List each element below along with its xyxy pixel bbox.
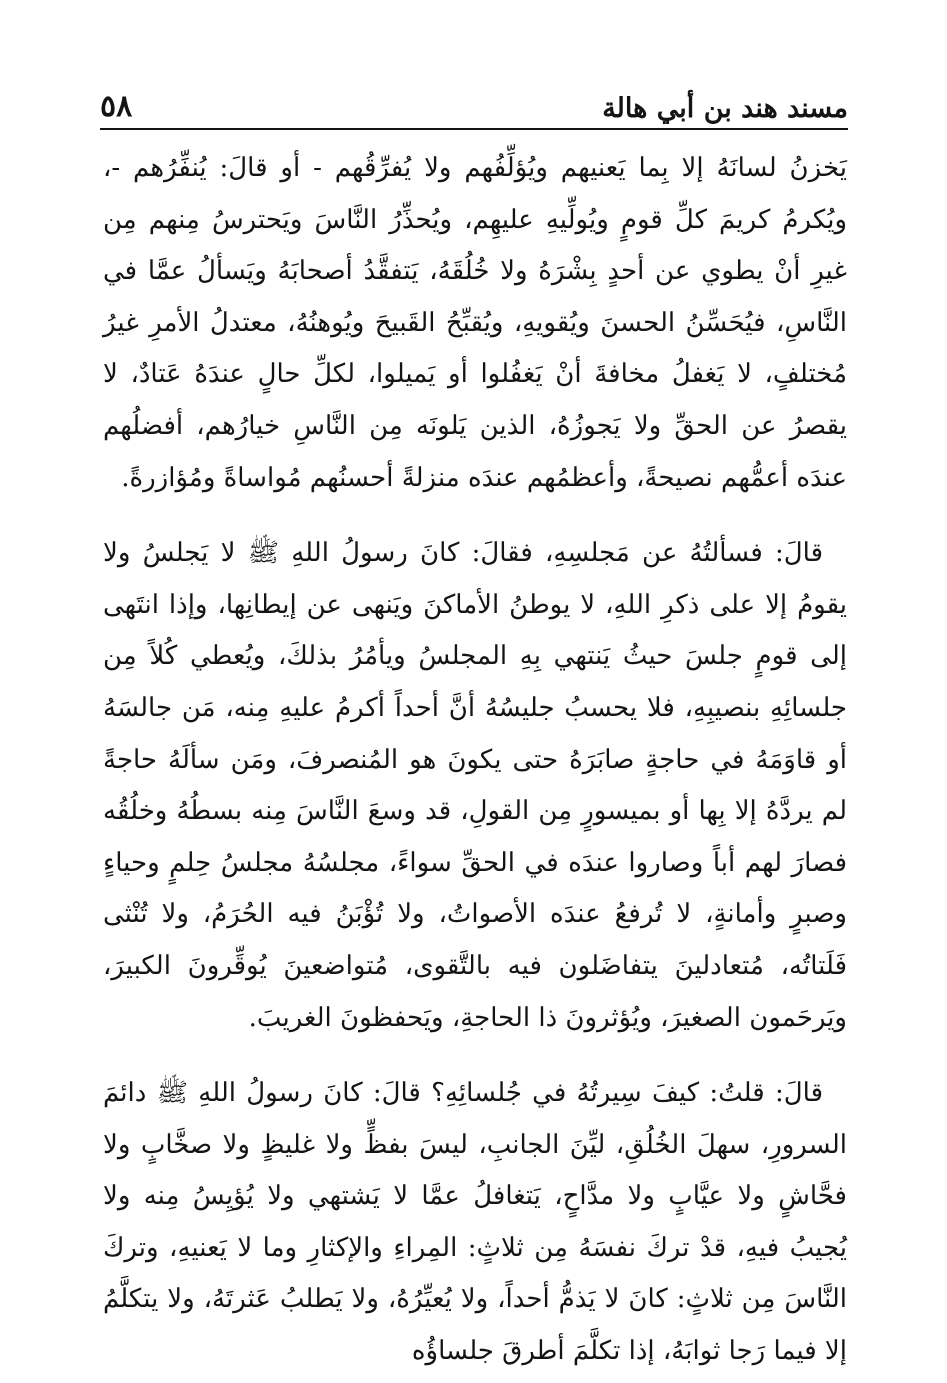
page-number: ٥٨ — [100, 89, 133, 124]
running-title: مسند هند بن أبي هالة — [602, 93, 848, 124]
header-rule — [100, 128, 848, 130]
paragraph-3: قالَ: قلتُ: كيفَ سِيرتُهُ في جُلسائِهِ؟ قالَ: كانَ رسولُ اللهِ ﷺ دائمَ السرورِ، سهلَ الخُلُقِ، ليِّنَ الجانبِ، ليسَ بفظٍّ ولا غليظٍ ولا صخَّابٍ ولا فحَّاشٍ ولا عيَّابٍ ولا مدَّاحٍ، يَتغافلُ عمَّا لا يَشتهي ولا يُؤيِسُ مِنه ولا يُجيبُ فيهِ، قدْ تركَ نفسَهُ مِن ثلاثٍ: المِراءِ والإكثارِ وما لا يَعنيهِ، وتركَ النَّاسَ مِن ثلاثٍ: كانَ لا يَذمُّ أحداً، ولا يُعيِّرُهُ، ولا يَطلبُ عَثرتَهُ، ولا يتكلَّمُ إلا فيما رَجا ثوابَهُ، إذا تكلَّمَ أطرقَ جلساؤُه — [103, 1078, 847, 1367]
running-head — [100, 76, 848, 122]
paragraph-1: يَخزنُ لسانَهُ إلا بِما يَعنيهم ويُؤلِّفُهم ولا يُفرِّقُهم - أو قالَ: يُنفِّرُهم -، ويُكرمُ كريمَ كلِّ قومٍ ويُولِّيهِ عليهِم، ويُحذِّرُ النَّاسَ ويَحترسُ مِنهم مِن غيرِ أنْ يطوي عن أحدٍ بِشْرَهُ ولا خُلُقَهُ، يَتفقَّدُ أصحابَهُ ويَسألُ عمَّا في النَّاسِ، فيُحَسِّنُ الحسنَ ويُقويهِ، ويُقبِّحُ القَبيحَ ويُوهنُهُ، معتدلُ الأمرِ غيرُ مُختلفٍ، لا يَغفلُ مخافةَ أنْ يَغفُلوا أو يَميلوا، لكلِّ حالٍ عندَهُ عَتادٌ، لا يقصرُ عن الحقِّ ولا يَجوزُهُ، الذين يَلونَه مِن النَّاسِ خيارُهم، أفضلُهم عندَه أعمُّهم نصيحةً، وأعظمُهم عندَه منزلةً أحسنُهم مُواساةً ومُؤازرةً. — [103, 153, 847, 493]
body-text — [103, 143, 847, 1378]
paragraph-2: قالَ: فسألتُهُ عن مَجلسِهِ، فقالَ: كانَ رسولُ اللهِ ﷺ لا يَجلسُ ولا يقومُ إلا على ذكرِ اللهِ، لا يوطنُ الأماكنَ ويَنهى عن إيطانِها، وإذا انتَهى إلى قومٍ جلسَ حيثُ يَنتهي بِهِ المجلسُ ويأمُرُ بذلكَ، ويُعطي كُلاً مِن جلسائِهِ بنصيبِهِ، فلا يحسبُ جليسُهُ أنَّ أحداً أكرمُ عليهِ مِنه، مَن جالسَهُ أو قاوَمَهُ في حاجةٍ صابَرَهُ حتى يكونَ هو المُنصرفَ، ومَن سألَهُ حاجةً لم يردَّهُ إلا بِها أو بميسورٍ مِن القولِ، قد وسعَ النَّاسَ مِنه بسطُهُ وخلُقُه فصارَ لهم أباً وصاروا عندَه في الحقِّ سواءً، مجلسُهُ مجلسُ حِلمٍ وحياءٍ وصبرٍ وأمانةٍ، لا تُرفعُ عندَه الأصواتُ، ولا تُؤْبَنُ فيه الحُرَمُ، ولا تُنْثى فَلَتاتُه، مُتعادلينَ يتفاضَلون فيه بالتَّقوى، مُتواضعينَ يُوقِّرونَ الكبيرَ، ويَرحَمون الصغيرَ، ويُؤثرونَ ذا الحاجةِ، ويَحفظونَ الغريبَ. — [103, 538, 847, 1033]
